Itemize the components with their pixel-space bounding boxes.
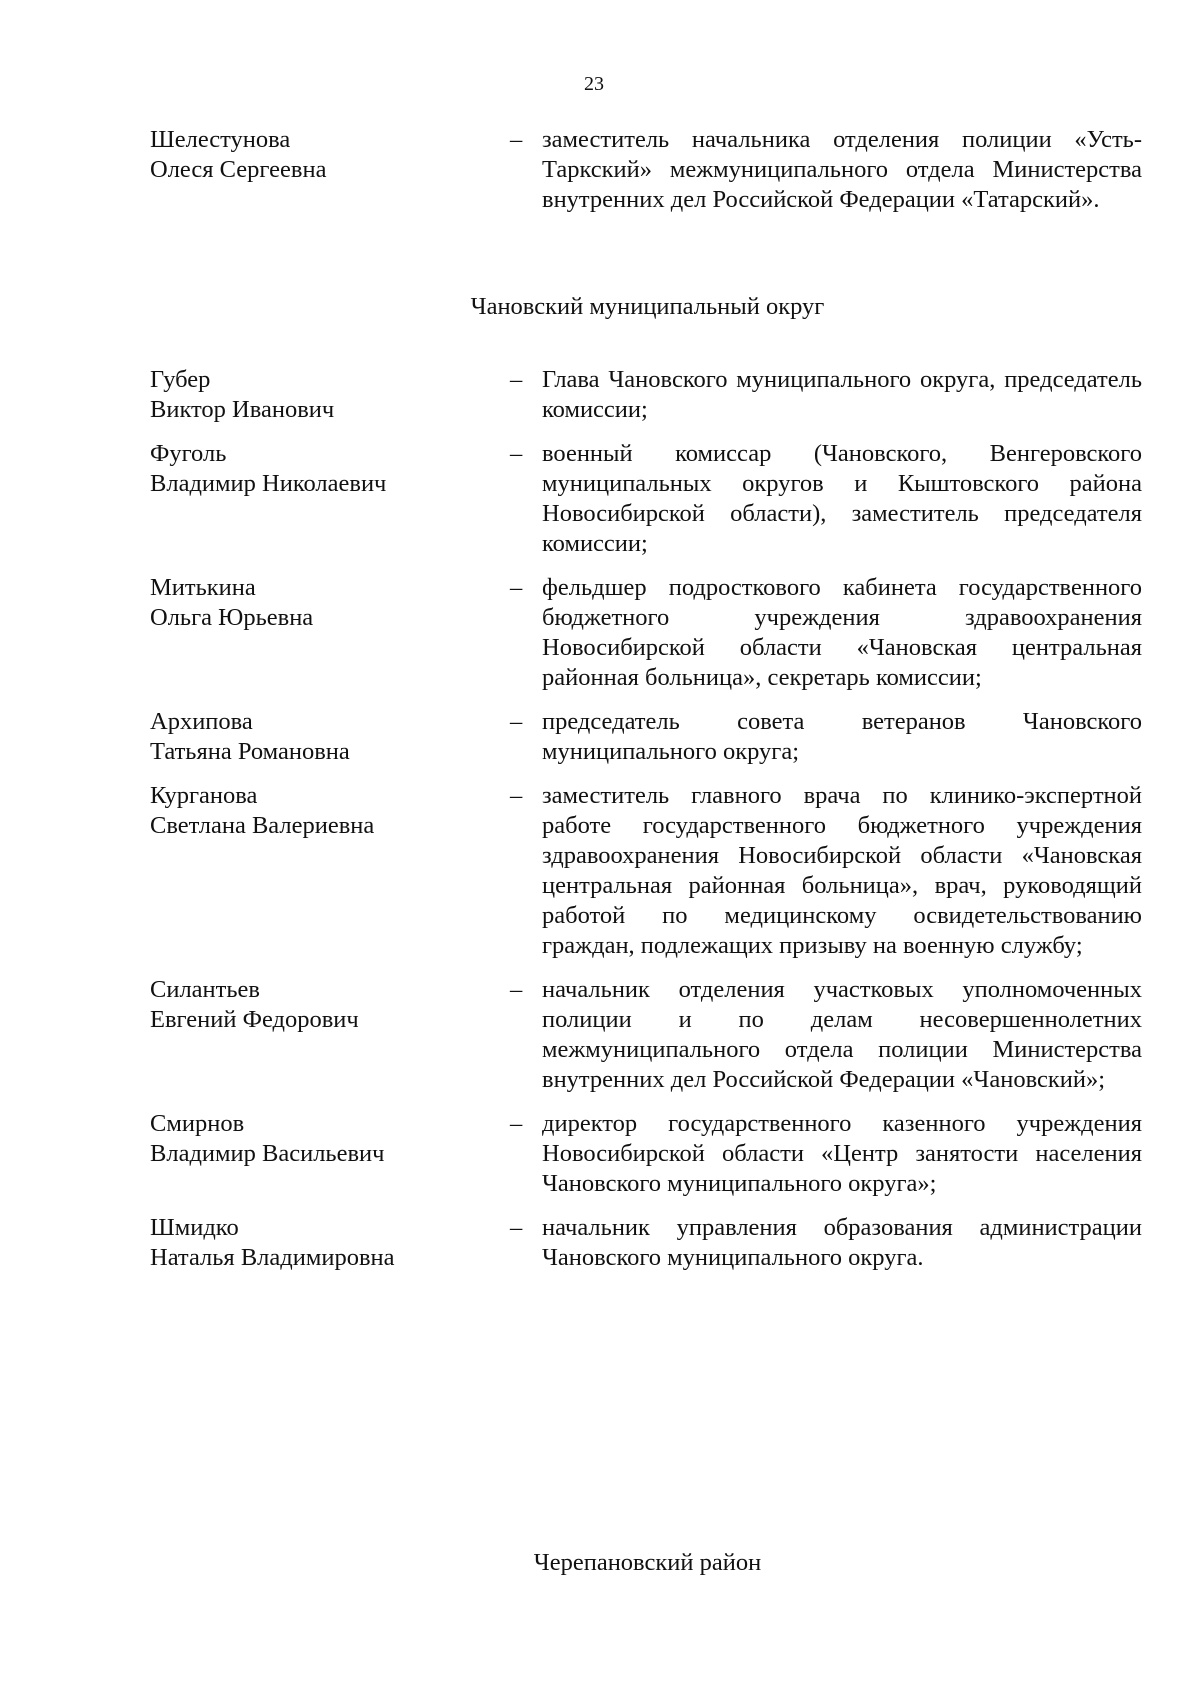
member-role: директор государственного казенного учреждения Новосибирской области «Центр занятости населения Чановского муниципального округа»; xyxy=(542,1110,1142,1197)
member-given-names: Евгений Федорович xyxy=(150,1006,359,1033)
member-surname: Архипова xyxy=(150,708,253,735)
member-entry xyxy=(0,1213,1200,1273)
member-surname: Шмидко xyxy=(150,1214,239,1241)
member-given-names: Светлана Валериевна xyxy=(150,812,375,839)
section-title-chanovsky: Чановский муниципальный округ xyxy=(470,293,825,320)
member-surname: Губер xyxy=(150,366,211,393)
dash-separator: – xyxy=(510,782,523,809)
member-name xyxy=(150,573,510,633)
member-given-names: Ольга Юрьевна xyxy=(150,604,314,631)
member-entry-shelestunova xyxy=(0,125,1200,215)
member-list-chanovsky xyxy=(0,365,1200,1273)
member-name xyxy=(150,125,510,185)
member-surname: Митькина xyxy=(150,574,256,601)
member-role: заместитель главного врача по клинико-экспертной работе государственного бюджетного учреждения здравоохранения Новосибирской области «Чановская центральная районная больница», врач, руководящий работой по медицинскому освидетельствованию граждан, подлежащих призыву на военную службу; xyxy=(542,782,1142,959)
member-surname: Курганова xyxy=(150,782,258,809)
member-entry xyxy=(0,781,1200,961)
member-given-names: Татьяна Романовна xyxy=(150,738,350,765)
member-name xyxy=(150,707,510,767)
member-role: фельдшер подросткового кабинета государственного бюджетного учреждения здравоохранения Новосибирской области «Чановская центральная районная больница», секретарь комиссии; xyxy=(542,574,1142,691)
member-role: начальник отделения участковых уполномоченных полиции и по делам несовершеннолетних межмуниципального отдела полиции Министерства внутренних дел Российской Федерации «Чановский»; xyxy=(542,976,1142,1093)
dash-separator: – xyxy=(510,126,523,153)
member-role: председатель совета ветеранов Чановского муниципального округа; xyxy=(542,708,1142,765)
dash-separator: – xyxy=(510,1110,523,1137)
dash-separator: – xyxy=(510,440,523,467)
member-given-names: Владимир Николаевич xyxy=(150,470,387,497)
member-surname: Фуголь xyxy=(150,440,227,467)
member-given-names: Наталья Владимировна xyxy=(150,1244,395,1271)
member-name xyxy=(150,1213,510,1273)
member-surname: Шелестунова xyxy=(150,126,291,153)
member-entry xyxy=(0,365,1200,425)
member-role: военный комиссар (Чановского, Венгеровского муниципальных округов и Кыштовского района Новосибирской области), заместитель председателя комиссии; xyxy=(542,440,1142,557)
member-surname: Силантьев xyxy=(150,976,260,1003)
member-name xyxy=(150,975,510,1035)
member-name xyxy=(150,439,510,499)
member-given-names: Виктор Иванович xyxy=(150,396,335,423)
section-title-cherepanovsky: Черепановский район xyxy=(533,1549,762,1576)
member-entry xyxy=(0,439,1200,559)
member-role: заместитель начальника отделения полиции «Усть-Таркский» межмуниципального отдела Министерства внутренних дел Российской Федерации «Татарский». xyxy=(542,126,1142,213)
member-role: Глава Чановского муниципального округа, председатель комиссии; xyxy=(542,366,1142,423)
member-entry xyxy=(0,573,1200,693)
dash-separator: – xyxy=(510,976,523,1003)
member-entry xyxy=(0,975,1200,1095)
member-given-names: Олеся Сергеевна xyxy=(150,156,327,183)
dash-separator: – xyxy=(510,1214,523,1241)
member-name xyxy=(150,365,510,425)
member-name xyxy=(150,1109,510,1169)
dash-separator: – xyxy=(510,574,523,601)
dash-separator: – xyxy=(510,708,523,735)
member-role: начальник управления образования администрации Чановского муниципального округа. xyxy=(542,1214,1142,1271)
page-number: 23 xyxy=(584,73,604,95)
member-given-names: Владимир Васильевич xyxy=(150,1140,385,1167)
member-entry xyxy=(0,707,1200,767)
member-name xyxy=(150,781,510,841)
member-surname: Смирнов xyxy=(150,1110,245,1137)
dash-separator: – xyxy=(510,366,523,393)
member-entry xyxy=(0,1109,1200,1199)
